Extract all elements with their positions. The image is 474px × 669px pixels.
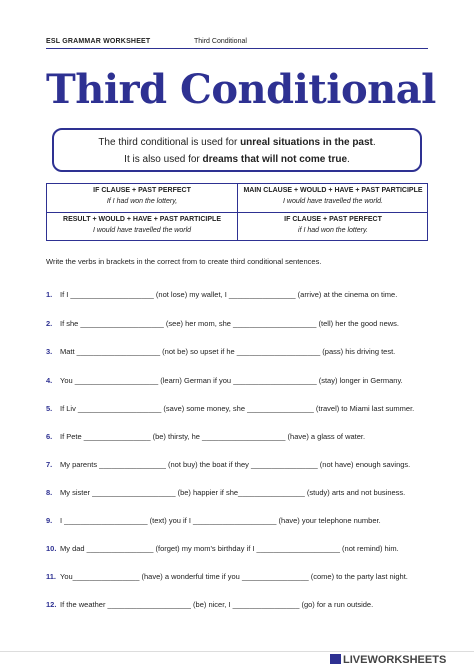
structure-example: if I had won the lottery. [298, 227, 368, 234]
structure-table [46, 183, 428, 241]
structure-heading: MAIN CLAUSE + WOULD + HAVE + PAST PARTICIPLE [243, 187, 423, 194]
exercise-text[interactable]: You ____________________ (learn) German if you ____________________ (stay) longer in Germany. [60, 376, 403, 385]
exercise-number: 2. [46, 319, 53, 328]
exercise-text[interactable]: My dad ________________ (forget) my mom's birthday if I ____________________ (not remind) him. [60, 544, 399, 553]
exercise-item[interactable] [46, 516, 381, 525]
exercise-number: 3. [46, 347, 53, 356]
exercise-number: 9. [46, 516, 53, 525]
exercise-text[interactable]: Matt ____________________ (not be) so upset if he ____________________ (pass) his driving test. [60, 347, 396, 356]
exercise-text[interactable]: I ____________________ (text) you if I ____________________ (have) your telephone number. [60, 516, 381, 525]
header-label: ESL GRAMMAR WORKSHEET [46, 38, 151, 45]
structure-example: I would have travelled the world. [283, 198, 383, 205]
intro-line-2 [54, 151, 420, 168]
exercise-item[interactable] [46, 572, 408, 581]
exercise-number: 5. [46, 404, 53, 413]
structure-example: If I had won the lottery, [106, 198, 178, 205]
exercise-number: 4. [46, 376, 53, 385]
structure-heading: RESULT + WOULD + HAVE + PAST PARTICIPLE [63, 216, 221, 223]
intro-bold: dreams that will not come true [202, 154, 348, 165]
footer-logo[interactable] [330, 654, 446, 668]
worksheet-header [46, 36, 428, 48]
instructions: Write the verbs in brackets in the correct from to create third conditional sentences. [46, 257, 322, 266]
structure-example: I would have travelled the world [92, 227, 192, 234]
exercise-number: 10. [46, 544, 57, 553]
exercise-text[interactable]: My sister ____________________ (be) happier if she________________ (study) arts and not business. [60, 488, 406, 497]
exercise-number: 7. [46, 460, 53, 469]
table-divider-horizontal [47, 212, 427, 213]
exercise-item[interactable] [46, 544, 399, 553]
exercise-item[interactable] [46, 319, 399, 328]
intro-text: . [347, 154, 350, 165]
intro-text: It is also used for [124, 154, 203, 165]
intro-box [52, 128, 422, 172]
exercise-item[interactable] [46, 460, 410, 469]
header-topic: Third Conditional [194, 38, 247, 45]
exercise-item[interactable] [46, 404, 414, 413]
intro-bold: unreal situations in the past [240, 137, 373, 148]
exercise-text[interactable]: If Liv ____________________ (save) some money, she ________________ (travel) to Miami last summer. [60, 404, 415, 413]
liveworksheets-logo-icon [330, 654, 341, 664]
intro-line-1 [54, 134, 420, 151]
exercise-text[interactable]: If Pete ________________ (be) thirsty, he ____________________ (have) a glass of water. [60, 432, 366, 441]
footer-brand: LIVEWORKSHEETS [343, 654, 447, 666]
intro-text: . [372, 137, 376, 148]
exercise-item[interactable] [46, 600, 373, 609]
structure-heading: IF CLAUSE + PAST PERFECT [93, 187, 191, 194]
exercise-number: 6. [46, 432, 53, 441]
structure-cell [47, 184, 237, 212]
structure-cell [47, 213, 237, 241]
exercise-text[interactable]: You________________ (have) a wonderful time if you ________________ (come) to the party last night. [60, 572, 408, 581]
exercise-item[interactable] [46, 290, 397, 299]
exercise-number: 1. [46, 290, 53, 299]
intro-text: The third conditional is used for [98, 137, 241, 148]
exercise-number: 11. [46, 572, 57, 581]
structure-cell [238, 184, 428, 212]
exercise-item[interactable] [46, 432, 365, 441]
exercise-text[interactable]: My parents ________________ (not buy) the boat if they ________________ (not have) enough savings. [60, 460, 411, 469]
page-title: Third Conditional [46, 66, 436, 113]
header-divider [46, 48, 428, 49]
exercise-number: 8. [46, 488, 53, 497]
structure-cell [238, 213, 428, 241]
exercise-text[interactable]: If I ____________________ (not lose) my wallet, I ________________ (arrive) at the cinema on time. [60, 290, 398, 299]
exercise-number: 12. [46, 600, 57, 609]
exercise-item[interactable] [46, 488, 405, 497]
exercise-text[interactable]: If she ____________________ (see) her mom, she ____________________ (tell) her the good news. [60, 319, 400, 328]
exercise-text[interactable]: If the weather ____________________ (be) nicer, I ________________ (go) for a run outside. [60, 600, 374, 609]
exercise-item[interactable] [46, 376, 403, 385]
structure-heading: IF CLAUSE + PAST PERFECT [284, 216, 382, 223]
footer-divider [0, 651, 474, 652]
exercise-item[interactable] [46, 347, 395, 356]
